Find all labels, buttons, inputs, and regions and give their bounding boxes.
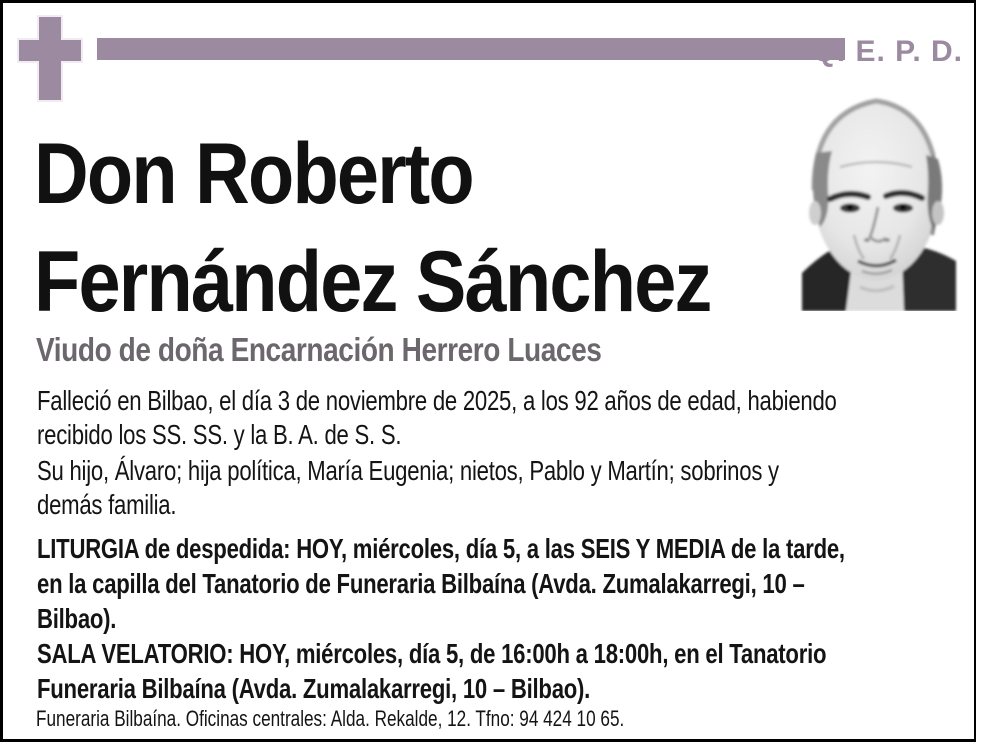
paragraph-line: demás familia.: [37, 489, 177, 520]
paragraph-line: recibido los SS. SS. y la B. A. de S. S.: [37, 419, 402, 450]
paragraph-line: LITURGIA de despedida: HOY, miércoles, día 5, a las SEIS Y MEDIA de la tarde,: [37, 533, 845, 564]
deceased-name: [34, 120, 803, 336]
qepd-label: [813, 37, 964, 67]
paragraph-line: Falleció en Bilbao, el día 3 de noviembre de 2025, a los 92 años de edad, habiendo: [37, 385, 837, 416]
wake-room-paragraph: [37, 636, 984, 706]
paragraph-line: Bilbao).: [37, 603, 117, 634]
funeral-home-footer: Funeraria Bilbaína. Oficinas centrales: Alda. Rekalde, 12. Tfno: 94 424 10 65.: [36, 706, 625, 731]
paragraph-line: Funeraria Bilbaína (Avda. Zumalakarregi, 10 – Bilbao).: [37, 673, 591, 704]
death-details-paragraph: [37, 384, 984, 452]
liturgy-paragraph: [37, 531, 984, 636]
cross-icon: [14, 11, 86, 105]
qepd-text: Q. E. P. D.: [812, 35, 963, 68]
paragraph-line: Su hijo, Álvaro; hija política, María Eugenia; nietos, Pablo y Martín; sobrinos y: [37, 455, 779, 486]
family-paragraph: [37, 454, 976, 522]
header-bar: [97, 38, 845, 60]
paragraph-line: SALA VELATORIO: HOY, miércoles, día 5, de 16:00h a 18:00h, en el Tanatorio: [37, 638, 827, 669]
portrait-photo: [800, 95, 958, 311]
relationship-subtitle: Viudo de doña Encarnación Herrero Luaces: [36, 331, 602, 368]
deceased-name-line2: Fernández Sánchez: [34, 234, 711, 330]
paragraph-line: en la capilla del Tanatorio de Funeraria Bilbaína (Avda. Zumalakarregi, 10 –: [37, 568, 805, 599]
deceased-name-line1: Don Roberto: [34, 126, 473, 222]
